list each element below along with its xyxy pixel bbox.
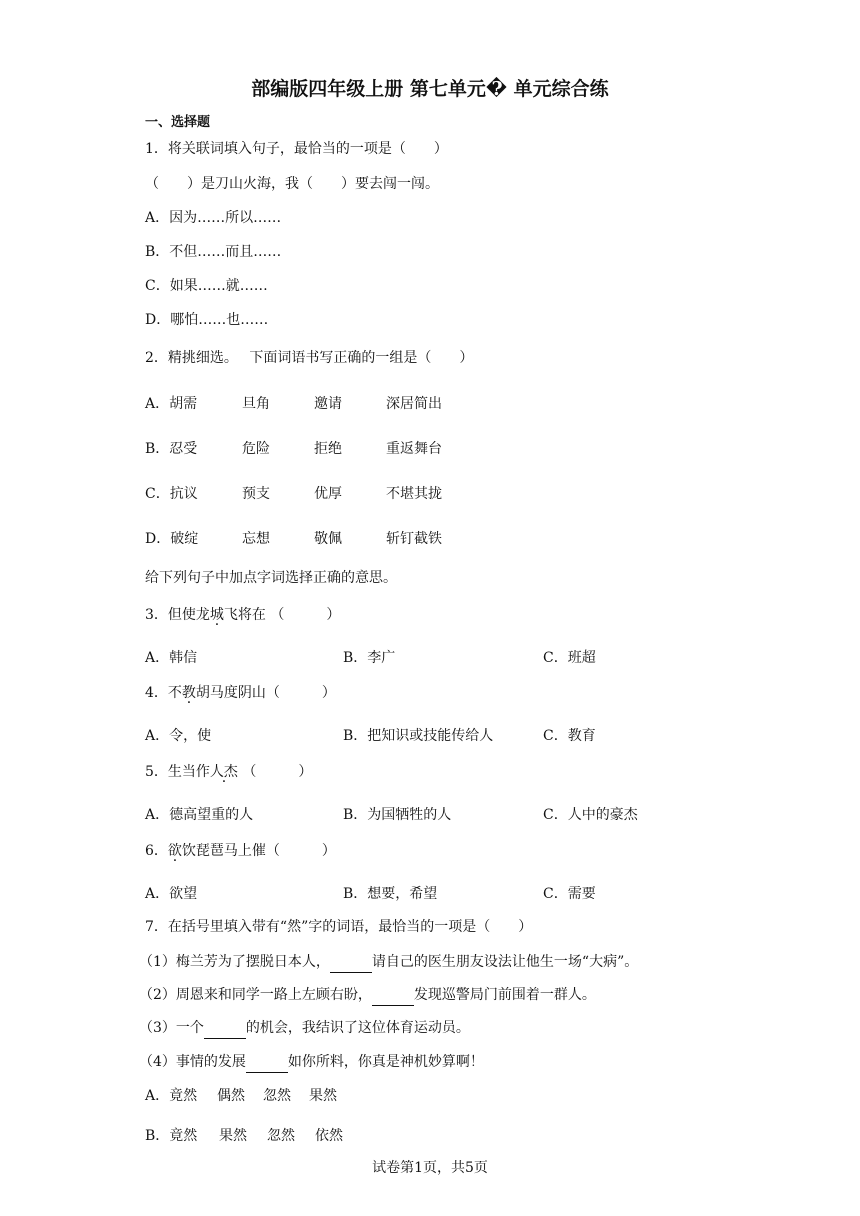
option-a: A．欲望 (145, 886, 198, 902)
word: 果然 (309, 1088, 337, 1104)
page-footer: 试卷第1页，共5页 (372, 1160, 488, 1176)
page-title: 部编版四年级上册 第七单元� 单元综合练 (251, 78, 609, 100)
word: 忽然 (263, 1088, 291, 1104)
option-c: C．教育 (543, 728, 596, 744)
word: D．破绽 (145, 531, 199, 547)
word: 忘想 (242, 531, 270, 547)
item-text: 请自己的医生朋友设法让他生一场“大病”。 (371, 954, 639, 970)
word: B．忍受 (145, 441, 198, 457)
option-a: A．德高望重的人 (145, 807, 254, 823)
question-7-item-2 (139, 985, 596, 1006)
question-1-option-c: C．如果……就…… (145, 278, 268, 294)
word: B．竟然 (145, 1128, 198, 1144)
dotted-word: 龙城飞 (195, 607, 238, 623)
section-heading: 一、选择题 (145, 115, 211, 130)
question-1-stem: 1．将关联词填入句子，最恰当的一项是（ ） (145, 141, 448, 157)
fill-blank[interactable] (372, 985, 414, 1006)
option-b: B．把知识或技能传给人 (343, 728, 494, 744)
question-7-item-3 (139, 1018, 470, 1039)
word: 拒绝 (314, 441, 342, 457)
question-5-stem (145, 762, 312, 782)
instruction-text: 给下列句子中加点字词选择正确的意思。 (145, 570, 397, 586)
question-1-option-b: B．不但……而且…… (145, 244, 282, 260)
item-text: （3）一个 (139, 1020, 204, 1036)
stem-text: 4．不 (145, 685, 182, 701)
option-b: B．李广 (343, 650, 396, 666)
option-c: C．班超 (543, 650, 596, 666)
word: 深居简出 (386, 396, 442, 412)
word: 危险 (242, 441, 270, 457)
question-1-sentence: （ ）是刀山火海，我（ ）要去闯一闯。 (145, 176, 439, 192)
fill-blank[interactable] (246, 1052, 288, 1073)
option-b: B．想要，希望 (343, 886, 438, 902)
word: 预支 (242, 486, 270, 502)
option-a: A．韩信 (145, 650, 198, 666)
word: 旦角 (242, 396, 270, 412)
question-7-stem: 7．在括号里填入带有“然”字的词语，最恰当的一项是（ ） (145, 919, 533, 935)
word: 不堪其拢 (386, 486, 442, 502)
question-1-option-a: A．因为……所以…… (145, 210, 282, 226)
dotted-word: 欲 (167, 843, 182, 859)
item-text: 如你所料，你真是神机妙算啊！ (287, 1054, 484, 1070)
dotted-word: 教 (181, 685, 196, 701)
question-1-option-d: D．哪怕……也…… (145, 312, 269, 328)
item-text: 发现巡警局门前围着一群人。 (413, 987, 596, 1003)
stem-text: 3．但使 (145, 607, 196, 623)
word: A．胡需 (145, 396, 198, 412)
word: 果然 (219, 1128, 247, 1144)
item-text: （4）事情的发展 (139, 1054, 246, 1070)
question-2-stem: 2．精挑细选。 下面词语书写正确的一组是（ ） (145, 350, 474, 366)
fill-blank[interactable] (204, 1018, 246, 1039)
word: 忽然 (267, 1128, 295, 1144)
question-3-stem (145, 605, 340, 625)
item-text: （1）梅兰芳为了摆脱日本人， (139, 954, 330, 970)
question-4-stem (145, 683, 336, 703)
option-c: C．人中的豪杰 (543, 807, 638, 823)
stem-text: （ ） (237, 764, 313, 780)
word: A．竟然 (145, 1088, 198, 1104)
item-text: 的机会，我结识了这位体育运动员。 (245, 1020, 470, 1036)
fill-blank[interactable] (330, 952, 372, 973)
question-7-item-4 (139, 1052, 484, 1073)
word: 重返舞台 (386, 441, 442, 457)
stem-text: 6． (145, 843, 168, 859)
option-c: C．需要 (543, 886, 596, 902)
option-b: B．为国牺牲的人 (343, 807, 452, 823)
word: 斩钉截铁 (386, 531, 442, 547)
option-a: A．令，使 (145, 728, 212, 744)
stem-text: 5．生当作 (145, 764, 210, 780)
word: 偶然 (217, 1088, 245, 1104)
word: C．抗议 (145, 486, 198, 502)
stem-text: 饮琵琶马上催（ ） (181, 843, 336, 859)
word: 依然 (315, 1128, 343, 1144)
question-6-stem (145, 841, 336, 861)
word: 邀请 (314, 396, 342, 412)
word: 敬佩 (314, 531, 342, 547)
dotted-word: 人杰 (209, 764, 238, 780)
question-7-item-1 (139, 952, 638, 973)
item-text: （2）周恩来和同学一路上左顾右盼， (139, 987, 372, 1003)
word: 优厚 (314, 486, 342, 502)
stem-text: 胡马度阴山（ ） (195, 685, 336, 701)
stem-text: 将在 （ ） (237, 607, 341, 623)
